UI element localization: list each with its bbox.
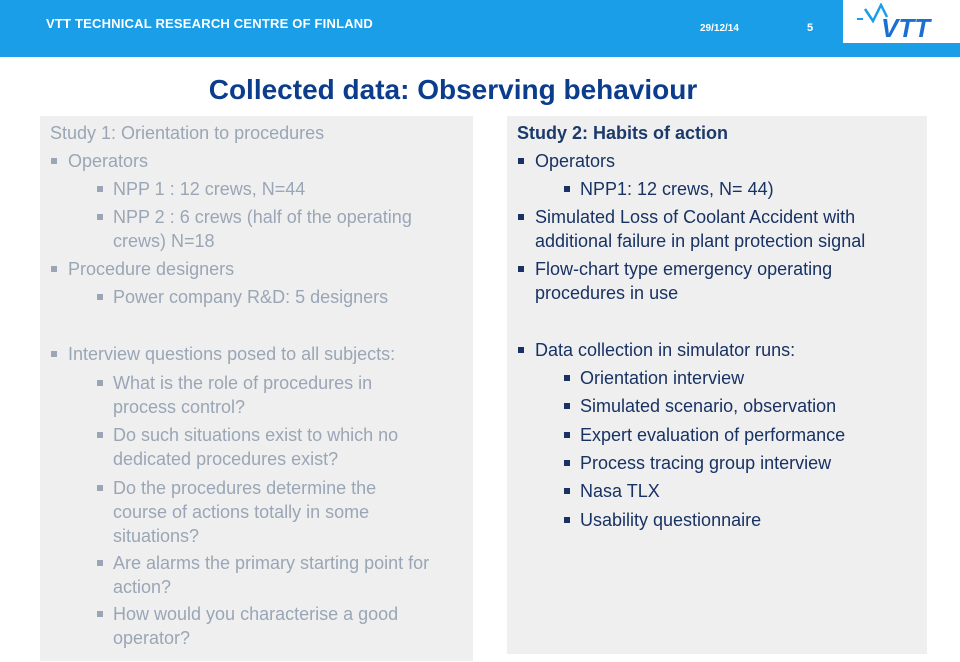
list-item-continuation: procedures in use [535,283,679,303]
list-item-continuation: crews) N=18 [113,231,215,251]
bullet-icon [518,158,524,164]
bullet-icon [564,403,570,409]
list-item: Flow-chart type emergency operating [535,259,833,279]
study-1-heading: Study 1: Orientation to procedures [50,123,325,143]
list-item: Process tracing group interview [580,453,832,473]
bullet-icon [51,158,57,164]
slide-title: Collected data: Observing behaviour [208,74,698,105]
vtt-logo-icon [851,3,956,41]
organization-name: VTT TECHNICAL RESEARCH CENTRE OF FINLAND [46,16,373,31]
list-item: Are alarms the primary starting point for [113,553,430,573]
logo-text: VTT [881,13,931,41]
list-item: Expert evaluation of performance [580,425,846,445]
list-item: Simulated Loss of Coolant Accident with [535,207,856,227]
list-item: Usability questionnaire [580,510,762,530]
list-item: Do the procedures determine the [113,478,377,498]
list-item: Power company R&D: 5 designers [113,287,389,307]
page-number: 5 [807,22,814,34]
list-item: Simulated scenario, observation [580,396,837,416]
list-item-continuation: course of actions totally in some [113,502,370,522]
list-item: Nasa TLX [580,481,660,501]
list-item-continuation: situations? [113,526,200,546]
slide-date: 29/12/14 [700,23,739,34]
list-item: NPP 1 : 12 crews, N=44 [113,179,306,199]
bullet-icon [51,266,57,272]
bullet-icon [51,351,57,357]
study-2-heading: Study 2: Habits of action [517,123,729,143]
bullet-icon [518,347,524,353]
list-item-continuation: process control? [113,397,246,417]
list-item-continuation: additional failure in plant protection signal [535,231,866,251]
list-item-continuation: action? [113,577,172,597]
list-item: Operators [68,151,149,171]
list-item: Operators [535,151,616,171]
list-item: Procedure designers [68,259,235,279]
bullet-icon [564,517,570,523]
list-item-continuation: operator? [113,628,191,648]
list-item: NPP 2 : 6 crews (half of the operating [113,207,412,227]
bullet-icon [97,294,103,300]
list-item: Interview questions posed to all subjects: [68,344,396,364]
study-1-panel [40,116,473,661]
list-item: Do such situations exist to which no [113,425,399,445]
bullet-icon [564,375,570,381]
list-item-continuation: dedicated procedures exist? [113,449,339,469]
bullet-icon [564,186,570,192]
bullet-icon [97,485,103,491]
header-bar [0,0,960,57]
list-item: NPP1: 12 crews, N= 44) [580,179,774,199]
bullet-icon [564,488,570,494]
list-item: What is the role of procedures in [113,373,373,393]
study-2-panel [507,116,927,654]
list-item: Data collection in simulator runs: [535,340,796,360]
bullet-icon [518,214,524,220]
bullet-icon [97,380,103,386]
bullet-icon [518,266,524,272]
bullet-icon [97,214,103,220]
list-item: How would you characterise a good [113,604,399,624]
vtt-logo [843,0,960,43]
bullet-icon [97,432,103,438]
bullet-icon [564,460,570,466]
list-item: Orientation interview [580,368,745,388]
bullet-icon [97,186,103,192]
bullet-icon [564,432,570,438]
bullet-icon [97,611,103,617]
bullet-icon [97,560,103,566]
